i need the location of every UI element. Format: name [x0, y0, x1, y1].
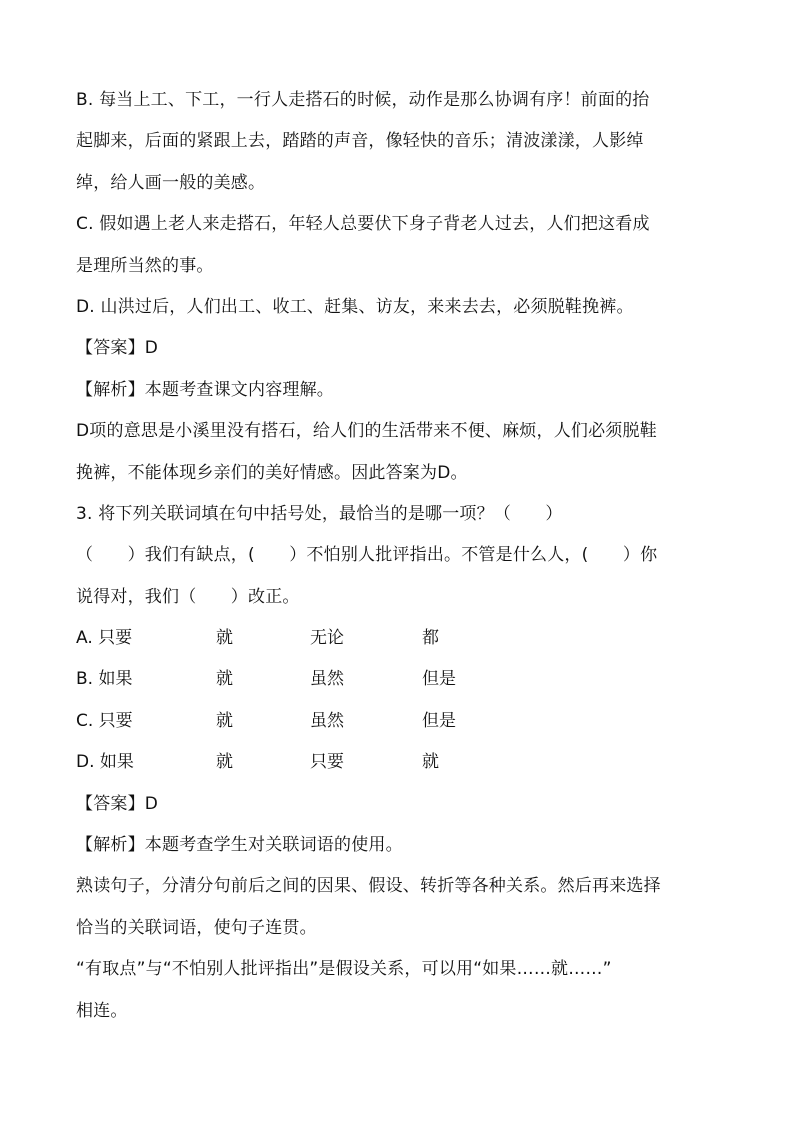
analysis-2-line-1: D项的意思是小溪里没有搭石，给人们的生活带来不便、麻烦，人们必须脱鞋: [76, 421, 657, 442]
option-c-word-3: 虽然: [310, 710, 344, 731]
option-a-word-1: A. 只要: [76, 628, 133, 649]
option-c-word-4: 但是: [422, 710, 456, 731]
answer-2: 【答案】D: [76, 338, 159, 359]
option-d-word-1: D. 如果: [76, 752, 134, 773]
answer-3: 【答案】D: [76, 793, 159, 814]
analysis-3-line-2: 恰当的关联词语，使句子连贯。: [76, 917, 317, 938]
option-b-word-3: 虽然: [310, 669, 344, 690]
analysis-3-heading: 【解析】本题考查学生对关联词语的使用。: [76, 835, 403, 856]
analysis-2-heading: 【解析】本题考查课文内容理解。: [76, 379, 334, 400]
option-a-word-3: 无论: [310, 628, 344, 649]
analysis-3-line-4: 相连。: [76, 1000, 128, 1021]
question-3-sentence-1: （ ）我们有缺点，( ）不怕别人批评指出。不管是什么人，( ）你: [76, 545, 658, 566]
question-3-sentence-2: 说得对，我们（ ）改正。: [76, 586, 300, 607]
option-d-word-4: 就: [422, 752, 439, 773]
option-b-line-3: 绰，给人画一般的美感。: [76, 172, 266, 193]
option-b-word-4: 但是: [422, 669, 456, 690]
option-d-line: D. 山洪过后，人们出工、收工、赶集、访友，来来去去，必须脱鞋挽裤。: [76, 296, 634, 317]
option-d-word-3: 只要: [310, 752, 344, 773]
question-3-title: 3. 将下列关联词填在句中括号处，最恰当的是哪一项？（ ）: [76, 503, 563, 524]
question-3-option-b: [76, 659, 716, 700]
option-a-word-2: 就: [216, 628, 233, 649]
option-c-line-1: C. 假如遇上老人来走搭石，年轻人总要伏下身子背老人过去，人们把这看成: [76, 214, 650, 235]
analysis-3-line-1: 熟读句子，分清分句前后之间的因果、假设、转折等各种关系。然后再来选择: [76, 876, 661, 897]
option-d-word-2: 就: [216, 752, 233, 773]
question-3-option-c: [76, 701, 716, 742]
option-b-line-2: 起脚来，后面的紧跟上去，踏踏的声音，像轻快的音乐；清波漾漾，人影绰: [76, 131, 644, 152]
analysis-3-line-3: “有取点”与“不怕别人批评指出”是假设关系，可以用“如果……就……”: [76, 959, 612, 980]
option-c-line-2: 是理所当然的事。: [76, 255, 214, 276]
analysis-2-line-2: 挽裤，不能体现乡亲们的美好情感。因此答案为D。: [76, 462, 468, 483]
option-c-word-2: 就: [216, 710, 233, 731]
question-3-option-d: [76, 742, 716, 783]
option-a-word-4: 都: [422, 628, 439, 649]
option-b-word-1: B. 如果: [76, 669, 133, 690]
option-c-word-1: C. 只要: [76, 710, 133, 731]
document-page: [76, 80, 716, 1032]
option-b-line-1: B. 每当上工、下工，一行人走搭石的时候，动作是那么协调有序！前面的抬: [76, 90, 650, 110]
option-b-word-2: 就: [216, 669, 233, 690]
question-3-option-a: [76, 618, 716, 659]
